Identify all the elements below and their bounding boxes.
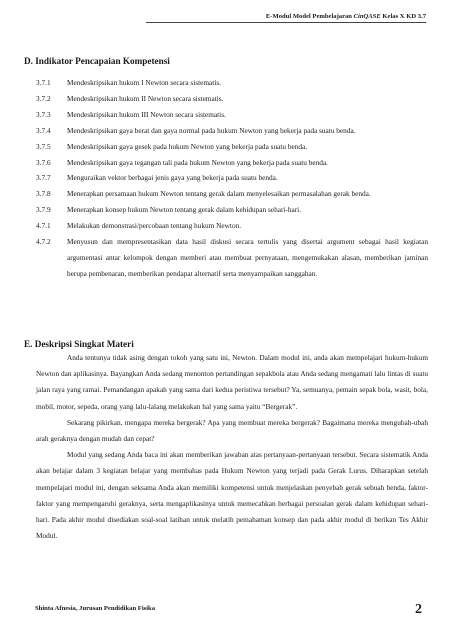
indicator-text: Melakukan demonstrasi/percobaan tentang hukum Newton. xyxy=(67,221,242,231)
indicator-number: 3.7.3 xyxy=(36,109,51,119)
header-prefix: E-Modul Model Pembelajaran xyxy=(265,13,354,20)
indicator-list xyxy=(36,75,428,282)
description-paragraph: Anda tentunya tidak asing dengan tokoh yang satu ini, Newton. Dalam modul ini, anda akan mempelajari hukum-hukum Newton dan aplikasinya. Bayangkan Anda sedang menonton pertandingan sepakbola atau Anda sedang mengamati lalu lintas di suatu jalan raya yang ramai. Pemandangan apakah yang sama dari kedua peristiwa tersebut? Ya, semuanya, pemain sepak bola, wasit, bola, mobil, motor, sepeda, orang yang lalu-lalang melakukan hal yang sama yaitu “Bergerak”. xyxy=(36,353,428,411)
indicator-text: Menerapkan persamaan hukum Newton tentang gerak dalam menyelesaikan permasalahan gerak benda. xyxy=(67,189,371,199)
indicator-text: Mendeskripsikan gaya gesek pada hukum Newton yang bekerja pada suatu benda. xyxy=(67,141,308,151)
indicator-item xyxy=(36,75,428,91)
description-paragraph: Modul yang sedang Anda baca ini akan memberikan jawaban atas pertanyaan-pertanyaan tersebut. Secara sistematik Anda akan belajar dalam 3 kegiatan belajar yang membahas pada Hukum Newton yang terjadi pada Gerak Lurus. Diharapkan setelah mempelajari modul ini, dengan seksama Anda akan memiliki kompetensi untuk menjelaskan penyebab gerak sebuah benda, faktor-faktor yang mempengaruhi geraknya, serta mengaplikasinya untuk memecahkan berbagai persoalan gerak dalam kehidupan sehari-hari. Pada akhir modul disediakan soal-soal latihan untuk melatih pemahaman konsep dan pada akhir modul di berikan Tes Akhir Modul. xyxy=(36,450,428,541)
indicator-text: Mendeskripsikan hukum II Newton secara sistematis. xyxy=(67,93,224,103)
indicator-item xyxy=(36,107,428,123)
indicator-text: Mendeskripsikan gaya berat dan gaya normal pada hukum Newton yang bekerja pada suatu benda. xyxy=(67,125,356,135)
indicator-text: Mendeskripsikan hukum I Newton secara sistematis. xyxy=(67,78,222,87)
running-header xyxy=(146,13,426,23)
indicator-number: 3.7.2 xyxy=(36,93,51,103)
indicator-item xyxy=(36,139,428,155)
indicator-item xyxy=(36,202,428,218)
indicator-number: 3.7.6 xyxy=(36,157,51,167)
indicator-item xyxy=(36,123,428,139)
indicator-number: 3.7.5 xyxy=(36,141,51,151)
header-model-name: CinQASE xyxy=(353,13,381,20)
indicator-item xyxy=(36,234,428,282)
indicator-item xyxy=(36,218,428,234)
page-number: 2 xyxy=(415,602,422,617)
material-description xyxy=(36,350,428,544)
indicator-text: Menguraikan vektor berbagai jenis gaya yang bekerja pada suatu benda. xyxy=(67,173,278,183)
indicator-text: Mendeskripsikan gaya tegangan tali pada hukum Newton yang bekerja pada suatu benda. xyxy=(67,157,328,167)
indicator-number: 4.7.1 xyxy=(36,221,51,231)
indicator-item xyxy=(36,155,428,171)
indicator-item xyxy=(36,170,428,186)
section-d-title: D. Indikator Pencapaian Kompetensi xyxy=(24,56,170,66)
indicator-number: 3.7.1 xyxy=(36,78,51,87)
indicator-item xyxy=(36,91,428,107)
indicator-item xyxy=(36,186,428,202)
indicator-number: 3.7.4 xyxy=(36,125,51,135)
indicator-text: Menerapkan konsep hukum Newton tentang gerak dalam kehidupan sehari-hari. xyxy=(67,205,302,215)
indicator-number: 3.7.7 xyxy=(36,173,51,183)
description-paragraph: Sekarang pikirkan, mengapa mereka bergerak? Apa yang membuat mereka bergerak? Bagaimana mereka mengubah-ubah arah geraknya dengan mudah dan cepat? xyxy=(36,417,428,444)
indicator-number: 3.7.8 xyxy=(36,189,51,199)
indicator-text: Menyusun dan mempresentasikan data hasil diskusi secara tertulis yang disertai argument sebagai hasil kegiatan argumentasi antar kelompok dengan memberi atau membuat pernyataan, mengemukakan alasan, memberikan jaminan berupa pembenaran, memberikan pendapat alternatif serta menyampaikan sanggahan. xyxy=(67,237,428,278)
section-e-title: E. Deskripsi Singkat Materi xyxy=(24,339,134,349)
indicator-text: Mendeskripsikan hukum III Newton secara sistematis. xyxy=(67,109,226,119)
footer-author: Shinta Afnesia, Jurusan Pendidikan Fisika xyxy=(35,605,156,612)
indicator-number: 4.7.2 xyxy=(36,237,51,247)
header-suffix: Kelas X KD 3.7 xyxy=(380,13,426,20)
indicator-number: 3.7.9 xyxy=(36,205,51,215)
